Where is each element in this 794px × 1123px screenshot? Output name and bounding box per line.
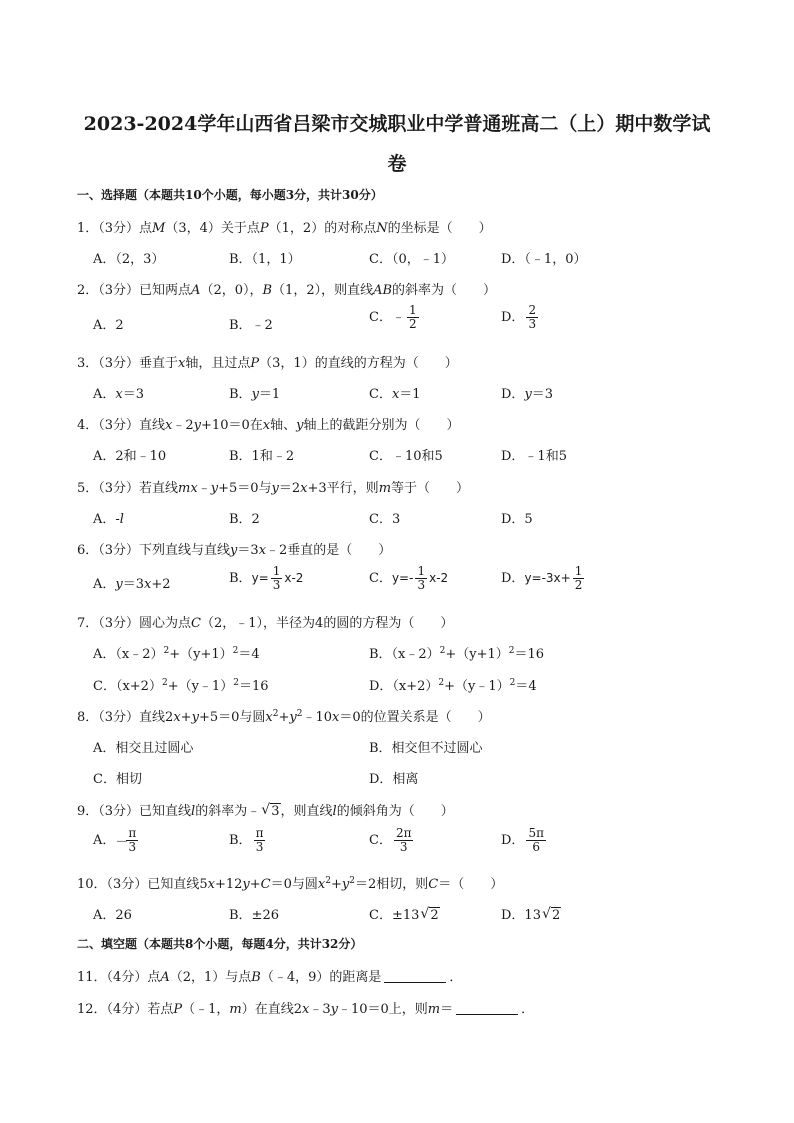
q9-option-b: B． $\frac{\pi}{3}$ [229, 826, 264, 854]
q3-option-b: B．y＝1 [229, 387, 281, 402]
q6-option-a: A．y＝3x+2 [93, 577, 171, 592]
q5-option-c: C．3 [369, 512, 401, 527]
q8-option-c: C．相切 [93, 772, 142, 787]
square-root: √ 2 [420, 908, 439, 923]
page-title [70, 104, 724, 184]
question-9: 9．（3分）已知直线l的斜率为﹣√ 3，则直线l的倾斜角为（ ） [77, 800, 454, 819]
q5-option-a: A．-l [93, 512, 124, 527]
question-10: 10．（3分）已知直线5x+12y+C＝0与圆$x^2+y^2=2$相切，则C＝（ ） [77, 876, 504, 892]
q6-option-b: B．y= $\frac{1}{3}$ x-2 [229, 564, 304, 592]
q2-option-b: B．﹣2 [229, 318, 273, 333]
answer-blank [456, 1002, 518, 1015]
q9-option-a: A．－ $\frac{\pi}{3}$ [93, 826, 137, 854]
q5-option-d: D．5 [501, 512, 533, 527]
q1-option-c: C．（0，﹣1） [369, 252, 454, 267]
q7-option-d: D．$(x+2)^2+(y﹣1)^2=4$ [369, 678, 537, 694]
q3-option-c: C．x＝1 [369, 387, 421, 402]
title-line-2: 卷 [387, 153, 407, 175]
question-12: 12．（4分）若点P（﹣1，m）在直线2x﹣3y﹣10＝0上，则m＝ ． [77, 1002, 535, 1017]
q10-option-d: D．13√ 2 [501, 904, 561, 923]
q8-option-b: B．相交但不过圆心 [369, 741, 483, 756]
q10-option-a: A．26 [93, 908, 132, 923]
fraction: $\frac{\pi}{3}$ [255, 826, 264, 854]
section-heading-fill-in: 二、填空题（本题共8个小题，每题4分，共计32分） [77, 937, 363, 951]
section-heading-choice: 一、选择题（本题共10个小题，每小题3分，共计30分） [77, 188, 383, 202]
fraction: $\frac{2\pi}{3}$ [395, 826, 412, 854]
fraction: $\frac{1}{3}$ [417, 564, 426, 592]
question-2: 2．（3分）已知两点A（2，0），B（1，2），则直线AB的斜率为（ ） [77, 283, 497, 298]
q10-option-b: B．±26 [229, 908, 279, 923]
q2-option-c: C．﹣ $\frac{1}{2}$ [369, 303, 417, 331]
q5-option-b: B．2 [229, 512, 260, 527]
q6-option-d: D．y=-3x+ $\frac{1}{2}$ [501, 564, 583, 592]
q4-option-b: B．1和﹣2 [229, 449, 295, 464]
q4-option-d: D．﹣1和5 [501, 449, 567, 464]
square-root: √ 3 [261, 804, 280, 819]
q9-option-d: D． $\frac{5\pi}{6}$ [501, 826, 544, 854]
q10-option-c: C．±13√ 2 [369, 904, 440, 923]
question-1: 1．（3分）点M（3，4）关于点P（1，2）的对称点N的坐标是（ ） [77, 221, 492, 236]
q4-option-c: C．﹣10和5 [369, 449, 443, 464]
q6-option-c: C．y=- $\frac{1}{3}$ x-2 [369, 564, 449, 592]
q1-option-a: A．（2，3） [93, 252, 165, 267]
q9-option-c: C． $\frac{2\pi}{3}$ [369, 826, 412, 854]
fraction: $\frac{1}{3}$ [272, 564, 281, 592]
question-6: 6．（3分）下列直线与直线y＝3x﹣2垂直的是（ ） [77, 543, 392, 558]
q2-option-a: A．2 [93, 318, 124, 333]
title-line-1: 2023-2024学年山西省吕梁市交城职业中学普通班高二（上）期中数学试 [83, 113, 711, 135]
fraction: $\frac{1}{2}$ [408, 303, 417, 331]
q7-option-a: A．$(x﹣2)^2+(y+1)^2=4$ [93, 646, 260, 662]
fraction: $\frac{2}{3}$ [528, 303, 537, 331]
q1-option-b: B．（1，1） [229, 252, 301, 267]
fraction: $\frac{\pi}{3}$ [128, 826, 137, 854]
question-3: 3．（3分）垂直于x轴，且过点P（3，1）的直线的方程为（ ） [77, 356, 458, 371]
question-8: 8．（3分）直线2x+y+5＝0与圆$x^2+y^2﹣10x=0$的位置关系是（ ） [77, 709, 491, 725]
q8-option-d: D．相离 [369, 772, 419, 787]
fraction: $\frac{1}{2}$ [574, 564, 583, 592]
q2-option-d: D． $\frac{2}{3}$ [501, 303, 537, 331]
q3-option-a: A．x＝3 [93, 387, 145, 402]
question-11: 11．（4分）点A（2，1）与点B（﹣4，9）的距离是 ． [77, 970, 463, 985]
square-root: √ 2 [542, 908, 561, 923]
q8-option-a: A．相交且过圆心 [93, 741, 194, 756]
answer-blank [384, 970, 446, 983]
question-7: 7．（3分）圆心为点C（2，﹣1），半径为4的圆的方程为（ ） [77, 616, 454, 631]
q7-option-c: C．$(x+2)^2+(y﹣1)^2=16$ [93, 678, 269, 694]
question-4: 4．（3分）直线x﹣2y+10＝0在x轴、y轴上的截距分别为（ ） [77, 418, 460, 433]
q4-option-a: A．2和﹣10 [93, 449, 167, 464]
q1-option-d: D．（﹣1，0） [501, 252, 587, 267]
fraction: $\frac{5\pi}{6}$ [528, 826, 544, 854]
q3-option-d: D．y＝3 [501, 387, 554, 402]
question-5: 5．（3分）若直线mx﹣y+5＝0与y＝2x+3平行，则m等于（ ） [77, 481, 470, 496]
q7-option-b: B．$(x﹣2)^2+(y+1)^2=16$ [369, 646, 545, 662]
